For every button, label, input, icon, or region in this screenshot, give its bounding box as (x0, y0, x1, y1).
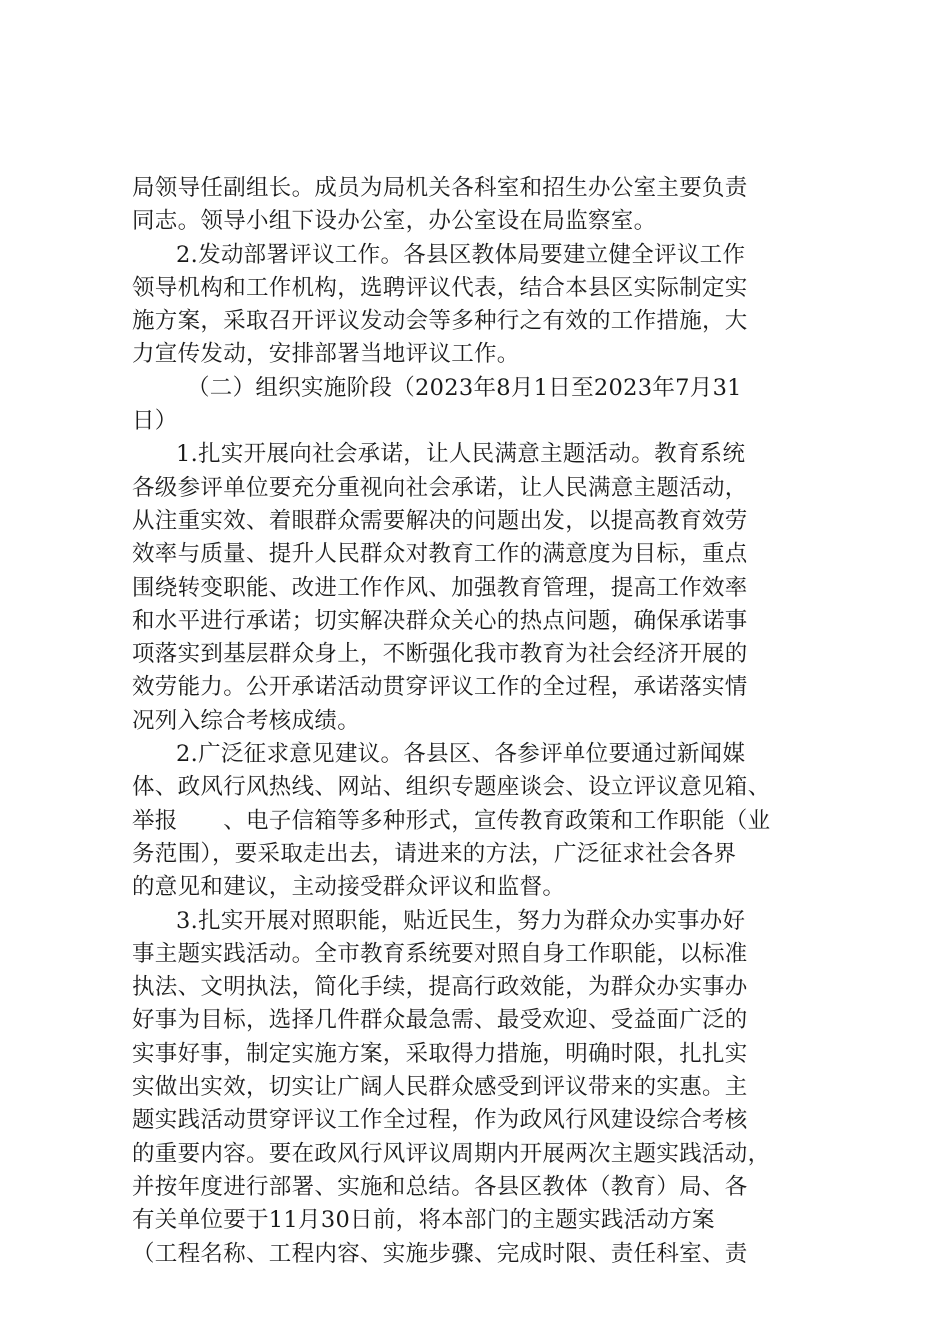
text-line: 好事为目标，选择几件群众最急需、最受欢迎、受益面广泛的 (132, 1007, 748, 1034)
text-line: 举报 、电子信箱等多种形式，宣传教育政策和工作职能（业 (132, 807, 771, 834)
text-line: 力宣传发动，安排部署当地评议工作。 (132, 341, 520, 368)
text-line: 实做出实效，切实让广阔人民群众感受到评议带来的实惠。主 (132, 1074, 748, 1101)
text-line: 同志。领导小组下设办公室，办公室设在局监察室。 (132, 208, 657, 235)
text-line: 2.发动部署评议工作。各县区教体局要建立健全评议工作 (176, 241, 746, 268)
text-line: 有关单位要于11月30日前，将本部门的主题实践活动方案 (132, 1207, 715, 1234)
text-line: 从注重实效、着眼群众需要解决的问题出发，以提高教育效劳 (132, 507, 748, 534)
text-line: 体、政风行风热线、网站、组织专题座谈会、设立评议意见箱、 (132, 774, 771, 801)
section-heading: （二）组织实施阶段（2023年8月1日至2023年7月31 (187, 374, 742, 401)
text-line: 实事好事，制定实施方案，采取得力措施，明确时限，扎扎实 (132, 1040, 748, 1067)
text-line: 日） (132, 408, 178, 435)
text-line: 3.扎实开展对照职能，贴近民生，努力为群众办实事办好 (176, 907, 746, 934)
text-line: 的重要内容。要在政风行风评议周期内开展两次主题实践活动， (132, 1140, 771, 1167)
text-line: 施方案，采取召开评议发动会等多种行之有效的工作措施，大 (132, 308, 748, 335)
text-line: 和水平进行承诺；切实解决群众关心的热点问题，确保承诺事 (132, 607, 748, 634)
text-line: 务范围），要采取走出去，请进来的方法，广泛征求社会各界 (132, 840, 737, 867)
text-line: 并按年度进行部署、实施和总结。各县区教体（教育）局、各 (132, 1173, 748, 1200)
text-line: 效率与质量、提升人民群众对教育工作的满意度为目标，重点 (132, 541, 748, 568)
text-line: 领导机构和工作机构，选聘评议代表，结合本县区实际制定实 (132, 274, 748, 301)
text-line: 题实践活动贯穿评议工作全过程，作为政风行风建设综合考核 (132, 1107, 748, 1134)
document-body (132, 172, 822, 1271)
text-line: 围绕转变职能、改进工作作风、加强教育管理，提高工作效率 (132, 574, 748, 601)
text-line: 项落实到基层群众身上，不断强化我市教育为社会经济开展的 (132, 641, 748, 668)
text-line: 的意见和建议，主动接受群众评议和监督。 (132, 874, 566, 901)
text-line: 执法、文明执法，简化手续，提高行政效能，为群众办实事办 (132, 974, 748, 1001)
text-line: 各级参评单位要充分重视向社会承诺，让人民满意主题活动， (132, 474, 748, 501)
text-line: 2.广泛征求意见建议。各县区、各参评单位要通过新闻媒 (176, 741, 746, 768)
text-line: 效劳能力。公开承诺活动贯穿评议工作的全过程，承诺落实情 (132, 674, 748, 701)
text-line: （工程名称、工程内容、实施步骤、完成时限、责任科室、责 (132, 1240, 748, 1267)
text-line: 局领导任副组长。成员为局机关各科室和招生办公室主要负责 (132, 175, 748, 201)
text-line: 事主题实践活动。全市教育系统要对照自身工作职能，以标准 (132, 940, 748, 967)
text-line: 1.扎实开展向社会承诺，让人民满意主题活动。教育系统 (176, 441, 746, 468)
text-line: 况列入综合考核成绩。 (132, 707, 361, 734)
